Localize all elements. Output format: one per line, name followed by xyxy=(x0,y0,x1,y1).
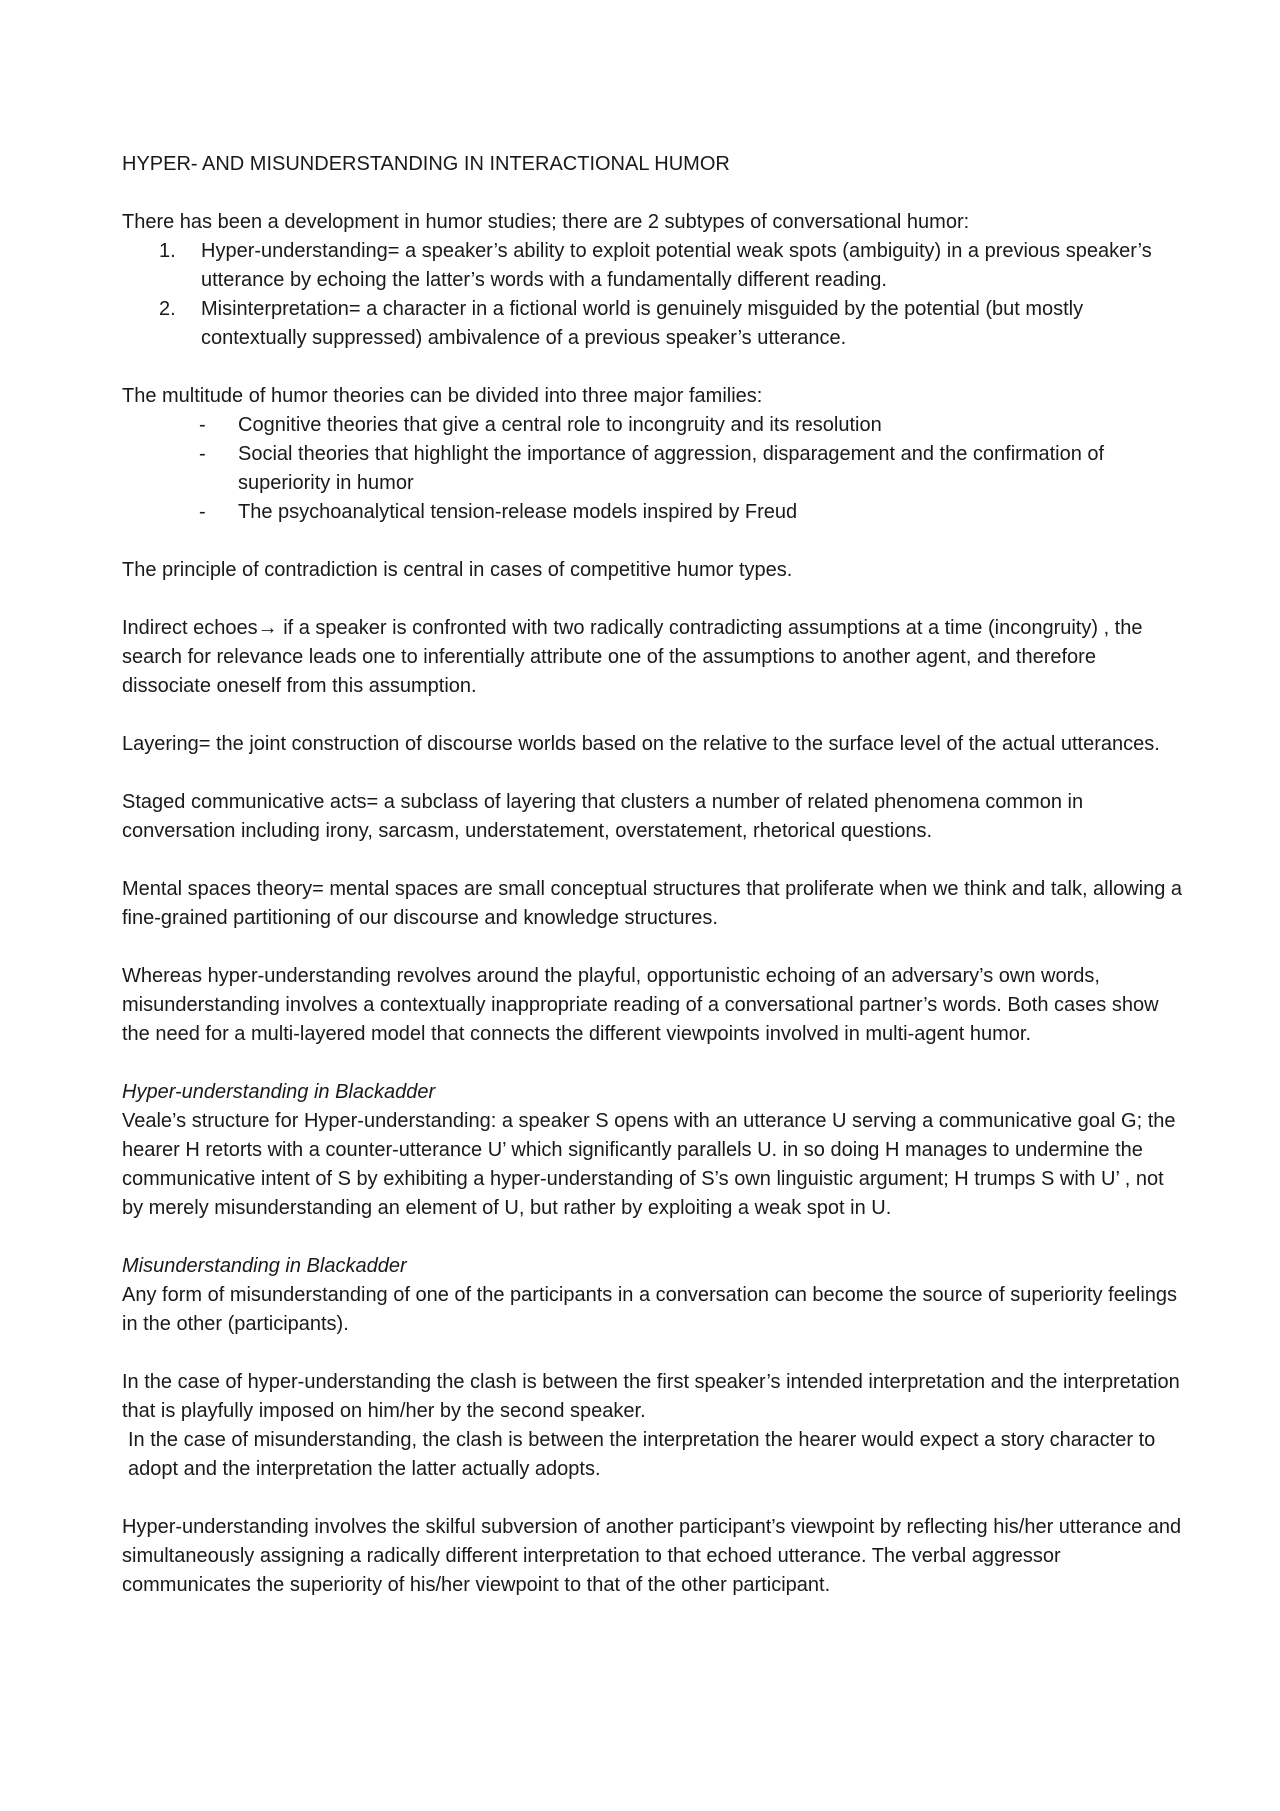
mental-spaces-paragraph: Mental spaces theory= mental spaces are small conceptual structures that proliferate when we think and talk, allowing a fine-grained partitioning of our discourse and knowledge structures. xyxy=(122,878,1182,929)
list-item-text: Hyper-understanding= a speaker’s ability to exploit potential weak spots (ambiguity) in a previous speaker’s utterance by echoing the latter’s words with a fundamentally different reading. xyxy=(201,240,1152,291)
subtypes-intro: There has been a development in humor studies; there are 2 subtypes of conversational humor: xyxy=(122,211,970,233)
list-item-text: Social theories that highlight the importance of aggression, disparagement and the confirmation of superiority in humor xyxy=(238,443,1105,494)
misunderstanding-body: Any form of misunderstanding of one of the participants in a conversation can become the source of superiority feelings in the other (participants). xyxy=(122,1284,1178,1335)
misunderstanding-heading: Misunderstanding in Blackadder xyxy=(122,1255,407,1277)
contradiction-paragraph: The principle of contradiction is central in cases of competitive humor types. xyxy=(122,559,793,581)
staged-acts-paragraph: Staged communicative acts= a subclass of layering that clusters a number of related phenomena common in conversation including irony, sarcasm, understatement, overstatement, rhetorical questions. xyxy=(122,791,1084,842)
hyper-understanding-body: Veale’s structure for Hyper-understanding: a speaker S opens with an utterance U serving a communicative goal G; the hearer H retorts with a counter-utterance U’ which significantly parallels U. in so doing H manages to undermine the communicative intent of S by exhibiting a hyper-understanding of S’s own linguistic argument; H trumps S with U’ , not by merely misunderstanding an element of U, but rather by exploiting a weak spot in U. xyxy=(122,1110,1176,1219)
hyper-understanding-heading: Hyper-understanding in Blackadder xyxy=(122,1081,436,1103)
whereas-paragraph: Whereas hyper-understanding revolves around the playful, opportunistic echoing of an adversary’s own words, misunderstanding involves a contextually inappropriate reading of a conversational partner’s words. Both cases show the need for a multi-layered model that connects the different viewpoints involved in multi-agent humor. xyxy=(122,965,1159,1045)
indirect-echoes-paragraph: Indirect echoes→ if a speaker is confronted with two radically contradicting assumptions at a time (incongruity) , the search for relevance leads one to inferentially attribute one of the assumptions to another agent, and therefore dissociate oneself from this assumption. xyxy=(122,617,1143,697)
list-marker: - xyxy=(199,501,206,523)
layering-paragraph: Layering= the joint construction of discourse worlds based on the relative to the surface level of the actual utterances. xyxy=(122,733,1160,755)
document-title: HYPER- AND MISUNDERSTANDING IN INTERACTIONAL HUMOR xyxy=(122,153,730,175)
clash-section xyxy=(122,1368,1182,1484)
document-page xyxy=(122,150,1182,1600)
misunderstanding-section xyxy=(122,1252,1182,1339)
clash-mis-paragraph: In the case of misunderstanding, the clash is between the interpretation the hearer would expect a story character to adopt and the interpretation the latter actually adopts. xyxy=(128,1429,1156,1480)
hyper-understanding-section xyxy=(122,1078,1182,1223)
subtypes-list xyxy=(122,237,1182,353)
families-section xyxy=(122,382,1182,527)
list-item-text: The psychoanalytical tension-release models inspired by Freud xyxy=(238,501,798,523)
list-item-text: Misinterpretation= a character in a fictional world is genuinely misguided by the potential (but mostly contextually suppressed) ambivalence of a previous speaker’s utterance. xyxy=(201,298,1084,349)
final-paragraph: Hyper-understanding involves the skilful subversion of another participant’s viewpoint by reflecting his/her utterance and simultaneously assigning a radically different interpretation to that echoed utterance. The verbal aggressor communicates the superiority of his/her viewpoint to that of the other participant. xyxy=(122,1516,1182,1596)
list-marker: - xyxy=(199,443,206,465)
list-item xyxy=(122,411,1182,440)
families-list xyxy=(122,411,1182,527)
subtypes-section xyxy=(122,208,1182,353)
list-marker: 2. xyxy=(159,298,176,320)
families-intro: The multitude of humor theories can be divided into three major families: xyxy=(122,385,763,407)
list-marker: - xyxy=(199,414,206,436)
list-item xyxy=(122,237,1182,295)
list-item xyxy=(122,498,1182,527)
clash-hyper-paragraph: In the case of hyper-understanding the clash is between the first speaker’s intended interpretation and the interpretation that is playfully imposed on him/her by the second speaker. xyxy=(122,1371,1180,1422)
list-item xyxy=(122,295,1182,353)
list-marker: 1. xyxy=(159,240,176,262)
list-item xyxy=(122,440,1182,498)
list-item-text: Cognitive theories that give a central role to incongruity and its resolution xyxy=(238,414,882,436)
